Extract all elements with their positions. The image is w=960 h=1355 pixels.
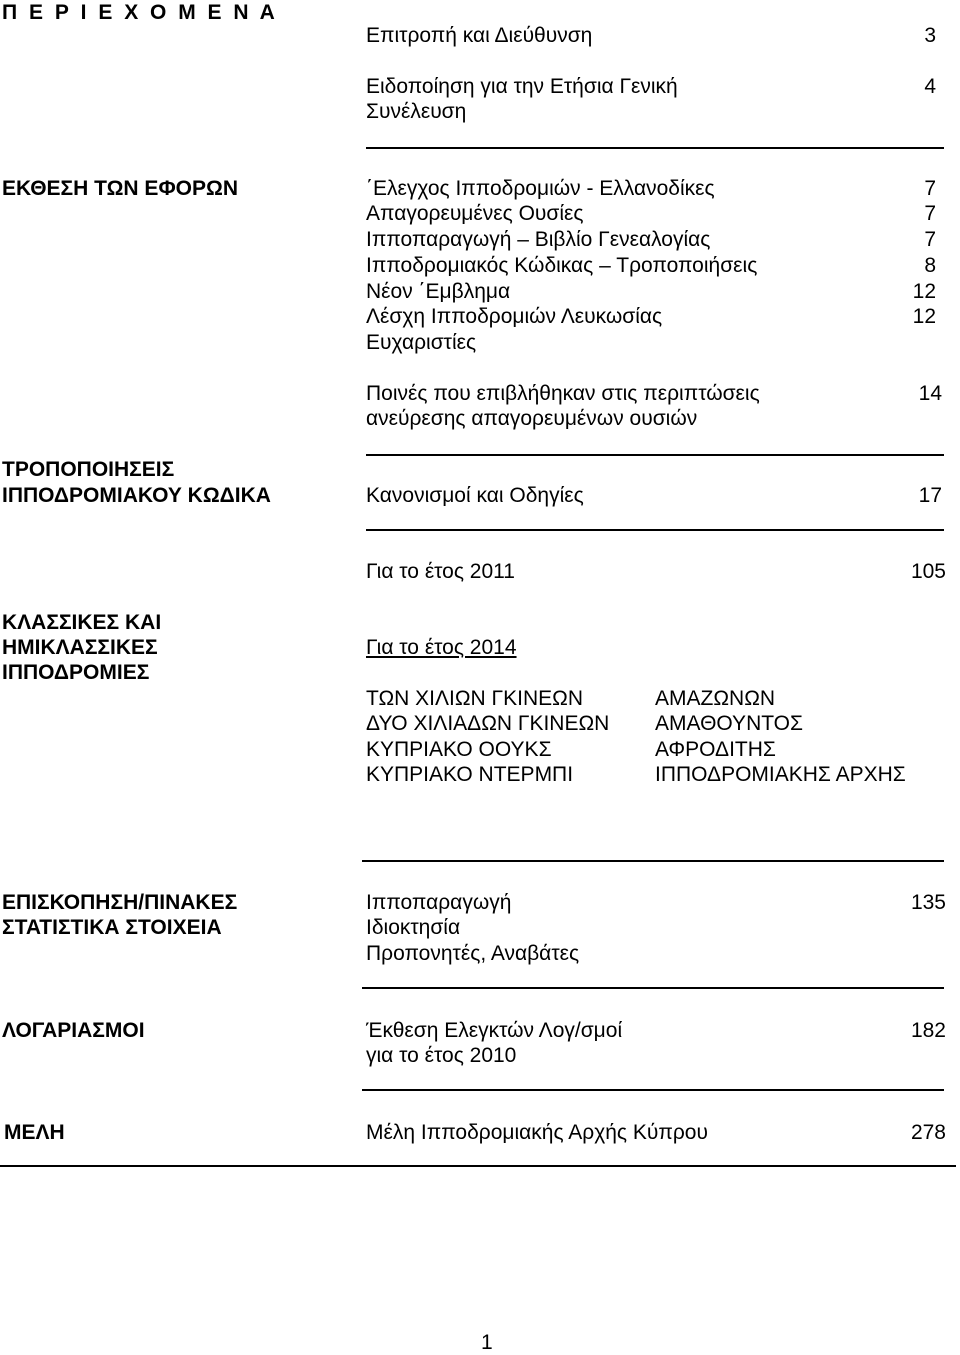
divider xyxy=(366,454,944,456)
page-number: 1 xyxy=(481,1331,493,1354)
race-name: ΔΥΟ ΧΙΛΙΑΔΩΝ ΓΚΙΝΕΩΝ xyxy=(366,712,610,735)
toc-entry-committee: Επιτροπή και Διεύθυνση xyxy=(366,24,593,47)
toc-page: 8 xyxy=(924,254,936,277)
race-name: ΑΜΑΖΩΝΩΝ xyxy=(655,687,776,710)
toc-page: 7 xyxy=(924,202,936,225)
section-heading-amendments: ΤΡΟΠΟΠΟΙΗΣΕΙΣ xyxy=(2,458,175,481)
toc-page: 7 xyxy=(924,228,936,251)
section-heading-members: ΜΕΛΗ xyxy=(4,1121,65,1144)
toc-entry-notice: Ειδοποίηση για την Ετήσια Γενική xyxy=(366,75,678,98)
race-name: ΚΥΠΡΙΑΚΟ ΝΤΕΡΜΠΙ xyxy=(366,763,574,786)
toc-page-rules: 17 xyxy=(918,484,942,507)
toc-entry-notice-line2: Συνέλευση xyxy=(366,100,467,123)
divider xyxy=(0,1165,956,1167)
toc-page-statistics: 135 xyxy=(910,891,946,914)
toc-entry: Προπονητές, Αναβάτες xyxy=(366,942,580,965)
section-heading-classics: ΚΛΑΣΣΙΚΕΣ ΚΑΙ xyxy=(2,611,162,634)
toc-entry: Λέσχη Ιπποδρομιών Λευκωσίας xyxy=(366,305,663,328)
toc-entry-members: Μέλη Ιπποδρομιακής Αρχής Κύπρου xyxy=(366,1121,708,1144)
toc-page-penalties: 14 xyxy=(918,382,942,405)
toc-entry: ΄Ελεγχος Ιπποδρομιών - Ελλανοδίκες xyxy=(366,177,715,200)
divider xyxy=(362,860,944,862)
toc-entry: Ιπποπαραγωγή – Βιβλίο Γενεαλογίας xyxy=(366,228,711,251)
page-title: Π Ε Ρ Ι Ε Χ Ο Μ Ε Ν Α xyxy=(2,1,278,24)
divider xyxy=(366,147,944,149)
toc-entry-penalties-line2: ανεύρεσης απαγορευμένων ουσιών xyxy=(366,407,698,430)
divider xyxy=(366,529,944,531)
section-heading-accounts: ΛΟΓΑΡΙΑΣΜΟΙ xyxy=(2,1019,145,1042)
toc-entry-penalties: Ποινές που επιβλήθηκαν στις περιπτώσεις xyxy=(366,382,760,405)
divider xyxy=(362,987,944,989)
toc-entry: Απαγορευμένες Ουσίες xyxy=(366,202,584,225)
section-heading-amendments-line2: ΙΠΠΟΔΡΟΜΙΑΚΟΥ ΚΩΔΙΚΑ xyxy=(2,484,271,507)
section-heading-classics-line3: ΙΠΠΟΔΡΟΜΙΕΣ xyxy=(2,661,150,684)
race-name: ΤΩΝ ΧΙΛΙΩΝ ΓΚΙΝΕΩΝ xyxy=(366,687,583,710)
race-name: ΑΜΑΘΟΥΝΤΟΣ xyxy=(655,712,803,735)
toc-page-classics: 105 xyxy=(910,560,946,583)
section-heading-classics-line2: ΗΜΙΚΛΑΣΣΙΚΕΣ xyxy=(2,636,158,659)
toc-entry: Ιδιοκτησία xyxy=(366,916,461,939)
race-name: ΑΦΡΟΔΙΤΗΣ xyxy=(655,738,776,761)
section-heading-statistics: ΕΠΙΣΚΟΠΗΣΗ/ΠΙΝΑΚΕΣ xyxy=(2,891,238,914)
toc-entry-auditors: Έκθεση Ελεγκτών Λογ/σμοί xyxy=(366,1019,623,1042)
race-name: ΚΥΠΡΙΑΚΟ ΟΟΥΚΣ xyxy=(366,738,552,761)
section-heading-statistics-line2: ΣΤΑΤΙΣΤΙΚΑ ΣΤΟΙΧΕΙΑ xyxy=(2,916,222,939)
toc-entry: Νέον ΄Εμβλημα xyxy=(366,280,511,303)
section-heading-stewards: ΕΚΘΕΣΗ ΤΩΝ ΕΦΟΡΩΝ xyxy=(2,177,239,200)
toc-page-members: 278 xyxy=(910,1121,946,1144)
toc-page: 12 xyxy=(912,305,936,328)
toc-entry-rules: Κανονισμοί και Οδηγίες xyxy=(366,484,584,507)
toc-entry: Ιπποπαραγωγή xyxy=(366,891,512,914)
toc-page: 7 xyxy=(924,177,936,200)
toc-entry-year-2011: Για το έτος 2011 xyxy=(366,560,515,583)
race-name: ΙΠΠΟΔΡΟΜΙΑΚΗΣ ΑΡΧΗΣ xyxy=(655,763,906,786)
toc-page: 12 xyxy=(912,280,936,303)
toc-page-committee: 3 xyxy=(924,24,936,47)
toc-entry-auditors-line2: για το έτος 2010 xyxy=(366,1044,517,1067)
toc-entry: Ιπποδρομιακός Κώδικας – Τροποποιήσεις xyxy=(366,254,758,277)
toc-page-notice: 4 xyxy=(924,75,936,98)
divider xyxy=(362,1089,944,1091)
toc-entry-year-2014: Για το έτος 2014 xyxy=(366,636,517,659)
toc-page-accounts: 182 xyxy=(910,1019,946,1042)
toc-entry: Ευχαριστίες xyxy=(366,331,477,354)
